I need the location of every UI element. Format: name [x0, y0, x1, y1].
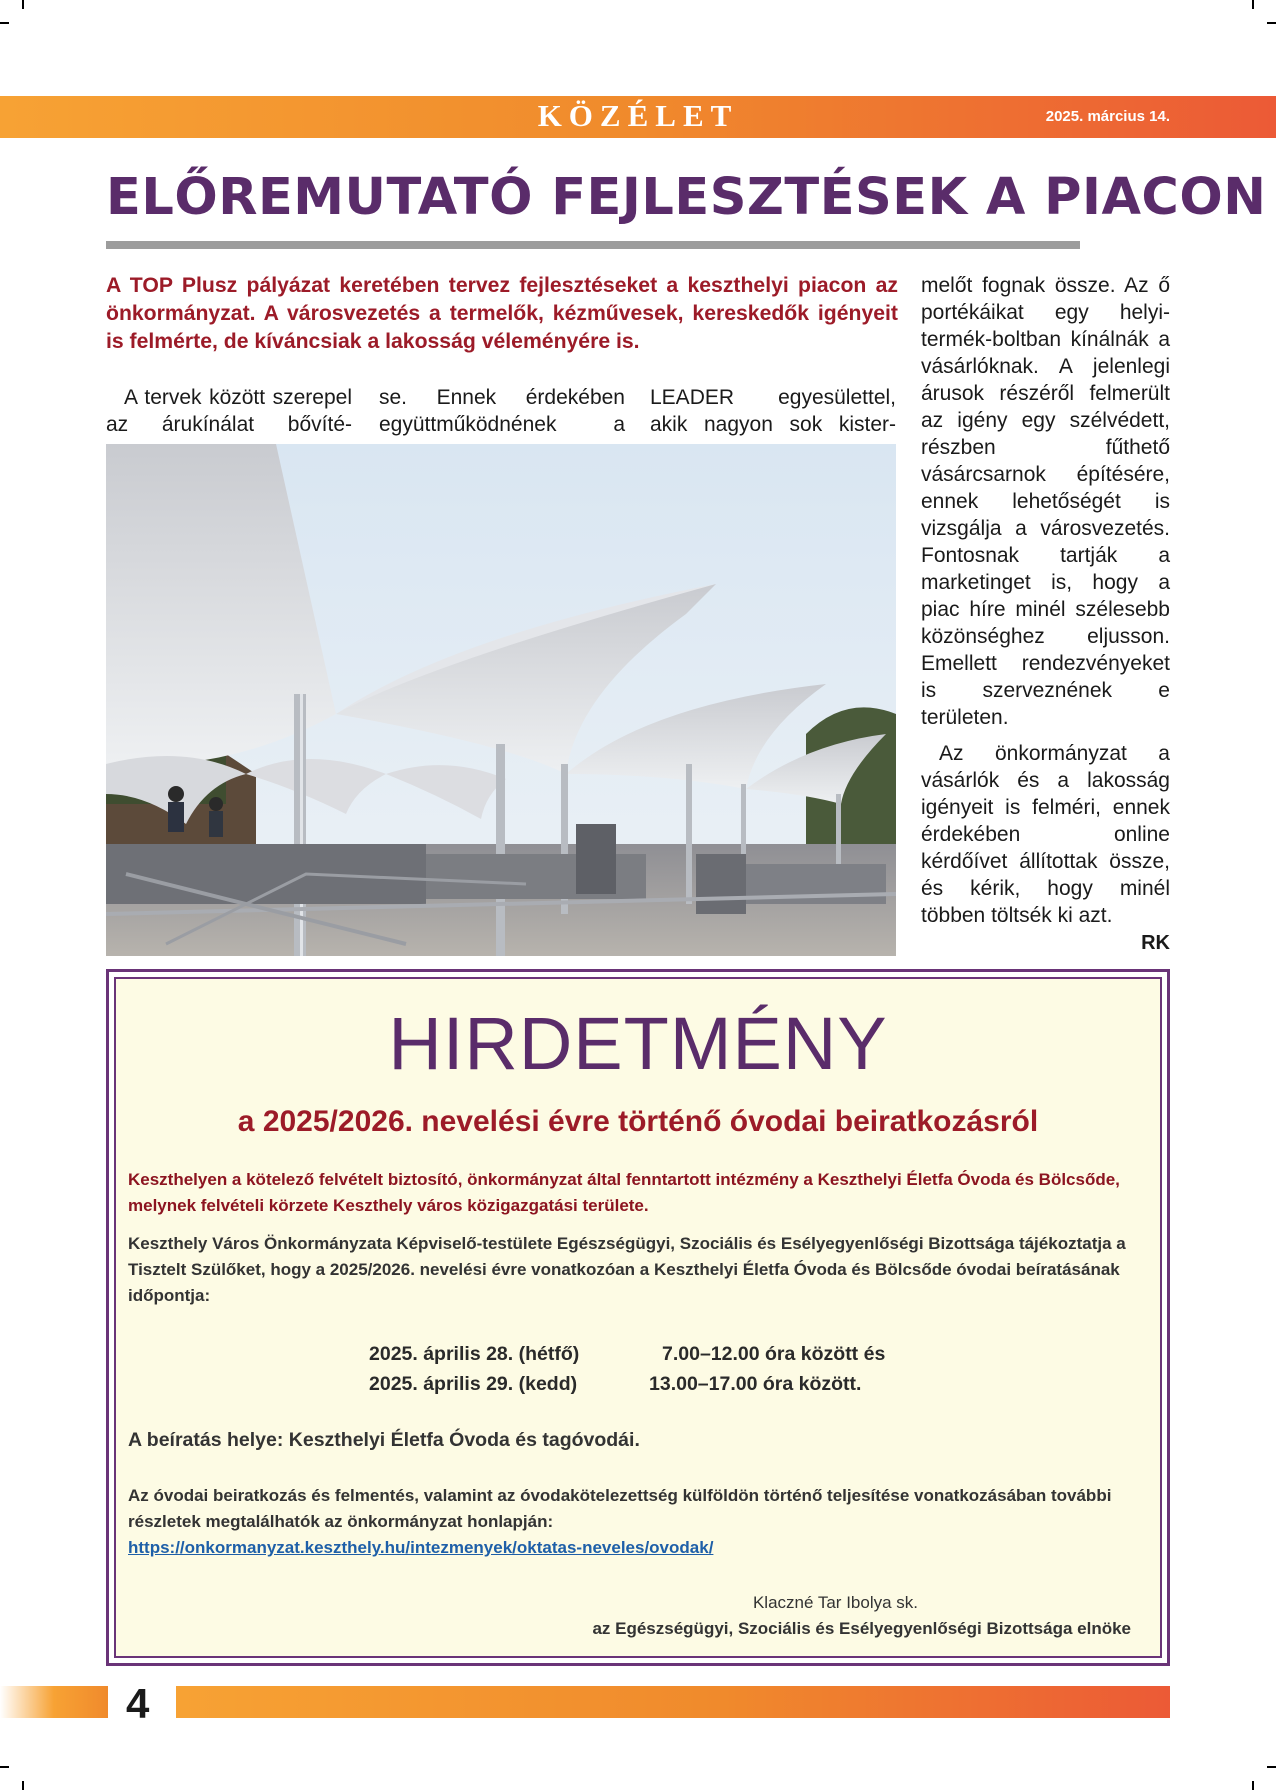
schedule-date-1: 2025. április 28. (hétfő): [369, 1343, 580, 1365]
section-title: KÖZÉLET: [537, 98, 739, 133]
crop-mark: [1252, 0, 1254, 9]
signature-title: az Egészségügyi, Szociális és Esélyegyenlőségi Bizottsága elnöke: [592, 1619, 1131, 1638]
schedule-date-2: 2025. április 29. (kedd): [369, 1373, 578, 1395]
article-column-2: se. Ennek érdekében együttműködnének a: [379, 386, 625, 436]
crop-mark: [22, 1781, 24, 1790]
article-column-4b: Az önkormányzat a vásárlók és a lakosság igényeit is felméri, ennek érdekében online kérdőívet állítottak össze, és kérik, hogy minél többen töltsék ki azt.: [921, 742, 1170, 927]
footer-left-bar: [0, 1686, 108, 1718]
municipality-link[interactable]: https://onkormanyzat.keszthely.hu/intezmenyek/oktatas-neveles/ovodak/: [128, 1538, 714, 1557]
crop-mark: [1267, 22, 1276, 24]
signature-name: Klaczné Tar Ibolya sk.: [752, 1593, 918, 1612]
notice-box: [106, 969, 1170, 1666]
schedule-time-1: 7.00–12.00 óra között és: [662, 1343, 886, 1365]
article-headline: ELŐREMUTATÓ FEJLESZTÉSEK A PIACON: [106, 168, 1267, 227]
notice-paragraph-1: Keszthelyen a kötelező felvételt biztosító, önkormányzat által fenntartott intézmény a Keszthelyi Életfa Óvoda és Bölcsőde, melynek felvételi körzete Keszthely város közigazgatási területe.: [128, 1170, 1120, 1215]
market-photo: [106, 444, 896, 956]
footer-bar: [176, 1686, 1170, 1718]
article-column-1: A tervek között szerepel az árukínálat bővíté-: [106, 386, 352, 436]
notice-paragraph-3: Az óvodai beiratkozás és felmentés, valamint az óvodakötelezettség külföldön történő teljesítése vonatkozásában további részletek megtalálhatók az önkormányzat honlapján:: [128, 1486, 1112, 1531]
page-number: 4: [126, 1680, 150, 1727]
notice-inner: [114, 977, 1162, 1658]
crop-mark: [1252, 1781, 1254, 1790]
schedule-time-2: 13.00–17.00 óra között.: [649, 1373, 862, 1395]
issue-date: 2025. március 14.: [1045, 108, 1170, 125]
crop-mark: [22, 0, 24, 9]
notice-paragraph-2: Keszthely Város Önkormányzata Képviselő-testülete Egészségügyi, Szociális és Esélyegyenlőségi Bizottsága tájékoztatja a Tisztelt Szülőket, hogy a 2025/2026. nevelési évre vonatkozóan a Keszthelyi Életfa Óvoda és Bölcsőde óvodai beíratásának időpontja:: [128, 1234, 1126, 1305]
article-column-4: melőt fognak össze. Az ő portékáikat egy helyi-termék-boltban kínálnák a vásárlóknak. A jelenlegi árusok részéről felmerült az igény egy szélvédett, részben fűthető vásárcsarnok építésére, ennek lehetőségét is vizsgálja a városvezetés. Fontosnak tartják a marketinget is, hogy a piac híre minél szélesebb közönséghez eljusson. Emellett rendezvényeket is szerveznének e területen.: [921, 274, 1170, 729]
article-author: RK: [1141, 932, 1170, 954]
crop-mark: [0, 1766, 9, 1768]
notice-subtitle: a 2025/2026. nevelési évre történő óvodai beiratkozásról: [237, 1105, 1039, 1138]
article-column-3: LEADER egyesülettel, akik nagyon sok kister-: [650, 386, 896, 436]
notice-title: HIRDETMÉNY: [388, 1002, 888, 1085]
headline-rule: [106, 241, 1080, 249]
enrollment-place: A beíratás helye: Keszthelyi Életfa Óvoda és tagóvodái.: [128, 1429, 640, 1451]
article-lead: A TOP Plusz pályázat keretében tervez fejlesztéseket a keszthelyi piacon az önkormányzat. A városvezetés a termelők, kézművesek, kereskedők igényeit is felmérte, de kíváncsiak a lakosság véleményére is.: [106, 274, 898, 353]
crop-mark: [1267, 1766, 1276, 1768]
crop-mark: [0, 22, 9, 24]
